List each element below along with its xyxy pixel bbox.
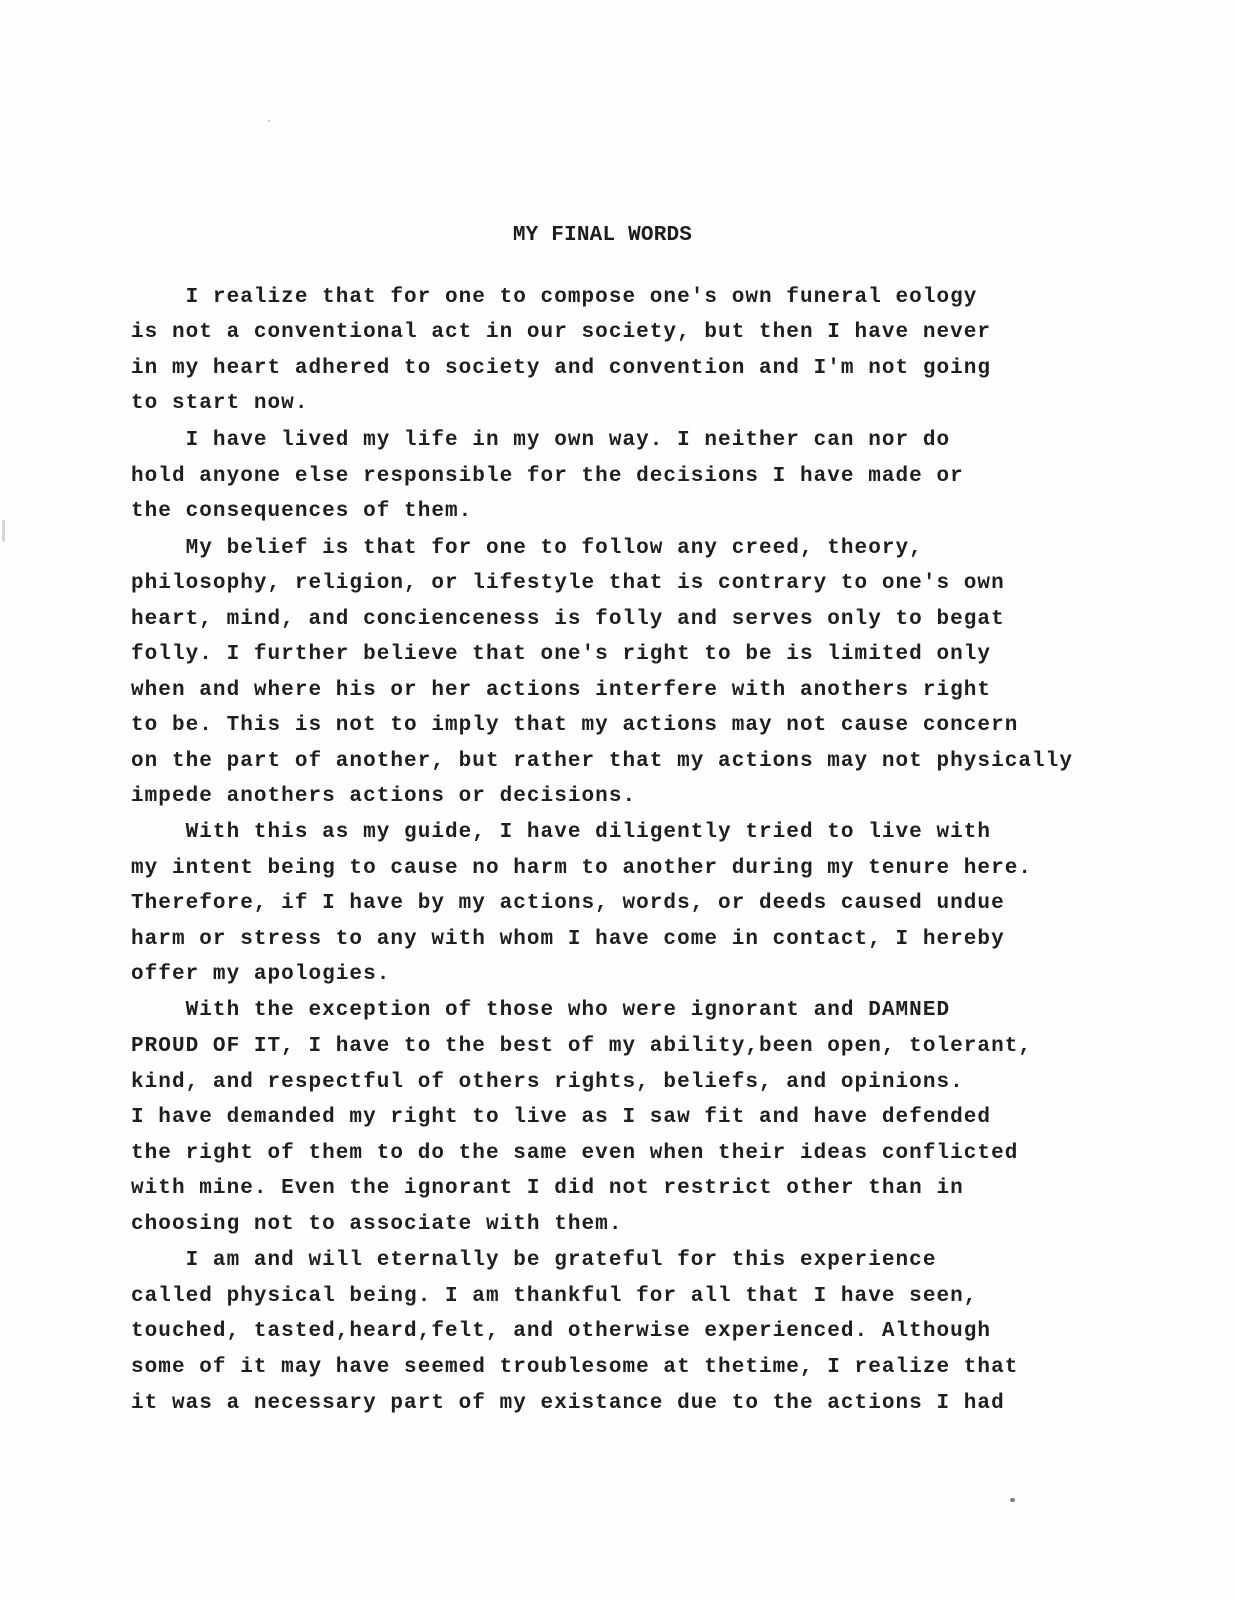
text-line: the right of them to do the same even when their ideas conflicted (131, 1142, 1019, 1165)
text-line: offer my apologies. (131, 963, 391, 986)
text-line: touched, tasted,heard,felt, and otherwise experienced. Although (131, 1320, 992, 1343)
scan-speck (1010, 1498, 1015, 1502)
text-line: the consequences of them. (131, 500, 473, 523)
text-line: on the part of another, but rather that my actions may not physically (131, 750, 1073, 773)
scan-speck (2, 520, 5, 542)
text-line: I am and will eternally be grateful for this experience (131, 1249, 937, 1272)
text-line: choosing not to associate with them. (131, 1213, 623, 1236)
document-title: MY FINAL WORDS (512, 224, 693, 247)
text-line: With the exception of those who were ignorant and DAMNED (131, 999, 951, 1022)
text-line: With this as my guide, I have diligently tried to live with (131, 821, 992, 844)
scan-speck (268, 120, 270, 122)
text-line: is not a conventional act in our society, but then I have never (131, 321, 992, 344)
text-line: I have lived my life in my own way. I neither can nor do (131, 429, 951, 452)
text-line: Therefore, if I have by my actions, words, or deeds caused undue (131, 892, 1005, 915)
text-line: heart, mind, and concienceness is folly and serves only to begat (131, 608, 1005, 631)
text-line: when and where his or her actions interfere with anothers right (131, 679, 992, 702)
text-line: it was a necessary part of my existance due to the actions I had (131, 1392, 1005, 1415)
text-line: folly. I further believe that one's right to be is limited only (131, 643, 992, 666)
text-line: called physical being. I am thankful for all that I have seen, (131, 1285, 978, 1308)
text-line: PROUD OF IT, I have to the best of my ability,been open, tolerant, (131, 1035, 1033, 1058)
text-line: impede anothers actions or decisions. (131, 785, 637, 808)
text-line: I realize that for one to compose one's own funeral eology (131, 286, 978, 309)
text-line: I have demanded my right to live as I saw fit and have defended (131, 1106, 992, 1129)
text-line: with mine. Even the ignorant I did not restrict other than in (131, 1177, 964, 1200)
text-line: My belief is that for one to follow any creed, theory, (131, 537, 923, 560)
text-line: philosophy, religion, or lifestyle that is contrary to one's own (131, 572, 1005, 595)
text-line: hold anyone else responsible for the decisions I have made or (131, 465, 964, 488)
text-line: my intent being to cause no harm to another during my tenure here. (131, 857, 1033, 880)
text-line: some of it may have seemed troublesome at thetime, I realize that (131, 1356, 1019, 1379)
text-line: kind, and respectful of others rights, beliefs, and opinions. (131, 1071, 964, 1094)
text-line: harm or stress to any with whom I have come in contact, I hereby (131, 928, 1005, 951)
text-line: to start now. (131, 392, 309, 415)
text-line: to be. This is not to imply that my actions may not cause concern (131, 714, 1019, 737)
text-line: in my heart adhered to society and convention and I'm not going (131, 357, 992, 380)
